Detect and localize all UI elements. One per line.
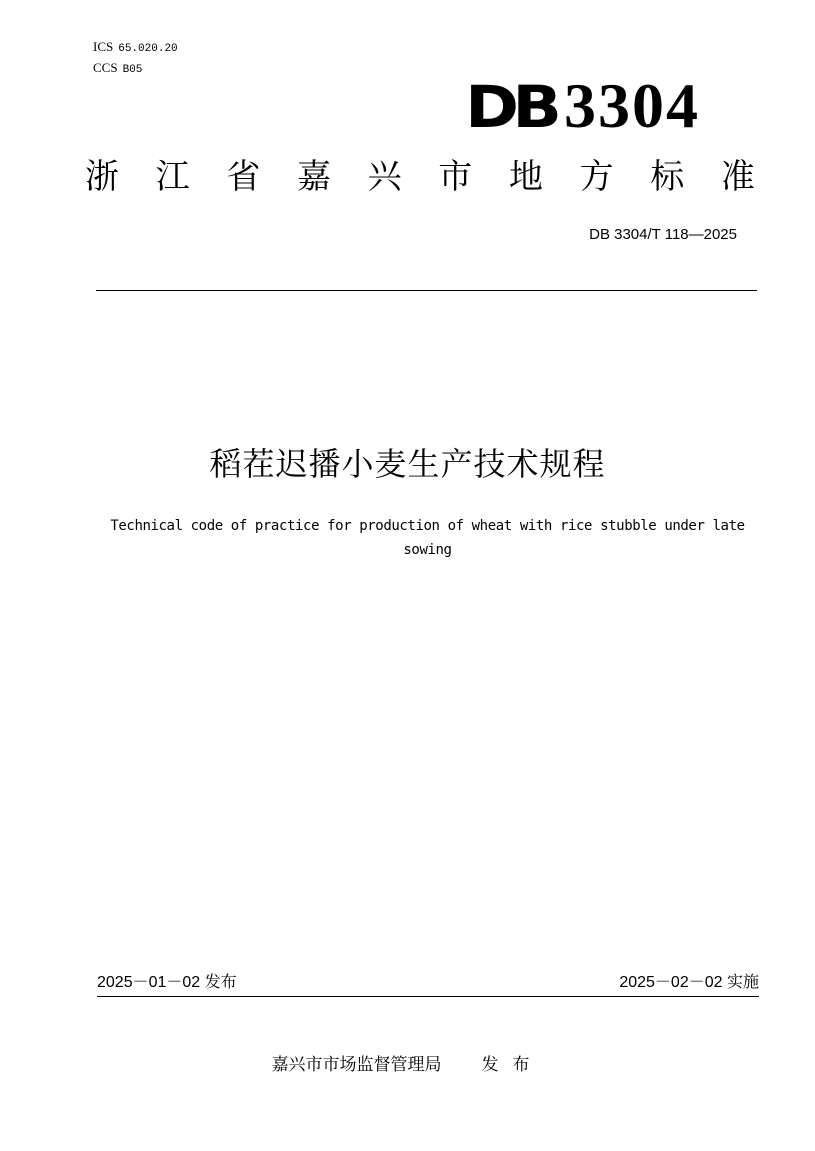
ics-classification (93, 40, 178, 56)
standard-type-char: 嘉 (296, 157, 331, 197)
ccs-classification (93, 61, 142, 77)
implement-date-group (619, 970, 759, 995)
issuer-row (0, 1052, 815, 1078)
title-chinese: 稻茬迟播小麦生产技术规程 (209, 445, 606, 483)
standard-type-char: 省 (226, 157, 261, 197)
standard-type-char: 江 (155, 157, 190, 197)
ccs-value: B05 (122, 64, 143, 76)
issue-date: 2025－01－02 (97, 974, 201, 991)
issuer-action: 发布 (481, 1055, 544, 1075)
standard-type-char: 准 (720, 157, 755, 197)
standard-type-char: 浙 (85, 157, 119, 197)
standard-type-char: 方 (579, 157, 614, 197)
standard-type-char: 兴 (367, 157, 402, 197)
ccs-label: CCS (93, 60, 118, 75)
title-english: Technical code of practice for production of wheat with rice stubble under late sowing (110, 518, 745, 558)
ics-value: 65.020.20 (118, 43, 178, 55)
db-prefix-logo: DB (464, 73, 555, 141)
standard-number: DB 3304/T 118—2025 (589, 226, 737, 243)
header-divider (96, 290, 757, 291)
implement-label: 实施 (726, 972, 759, 991)
date-row (97, 970, 759, 997)
standard-mark (380, 66, 700, 162)
standard-type-char: 市 (438, 157, 473, 197)
ics-label: ICS (93, 39, 114, 54)
issuer-name: 嘉兴市市场监督管理局 (271, 1055, 442, 1075)
standard-type-char: 标 (650, 157, 685, 197)
issue-date-group (97, 970, 237, 995)
implement-date: 2025－02－02 (619, 974, 723, 991)
standard-type-char: 地 (508, 157, 543, 197)
region-code: 3304 (564, 70, 700, 141)
standard-type-heading (85, 152, 755, 202)
issue-label: 发布 (204, 972, 237, 991)
